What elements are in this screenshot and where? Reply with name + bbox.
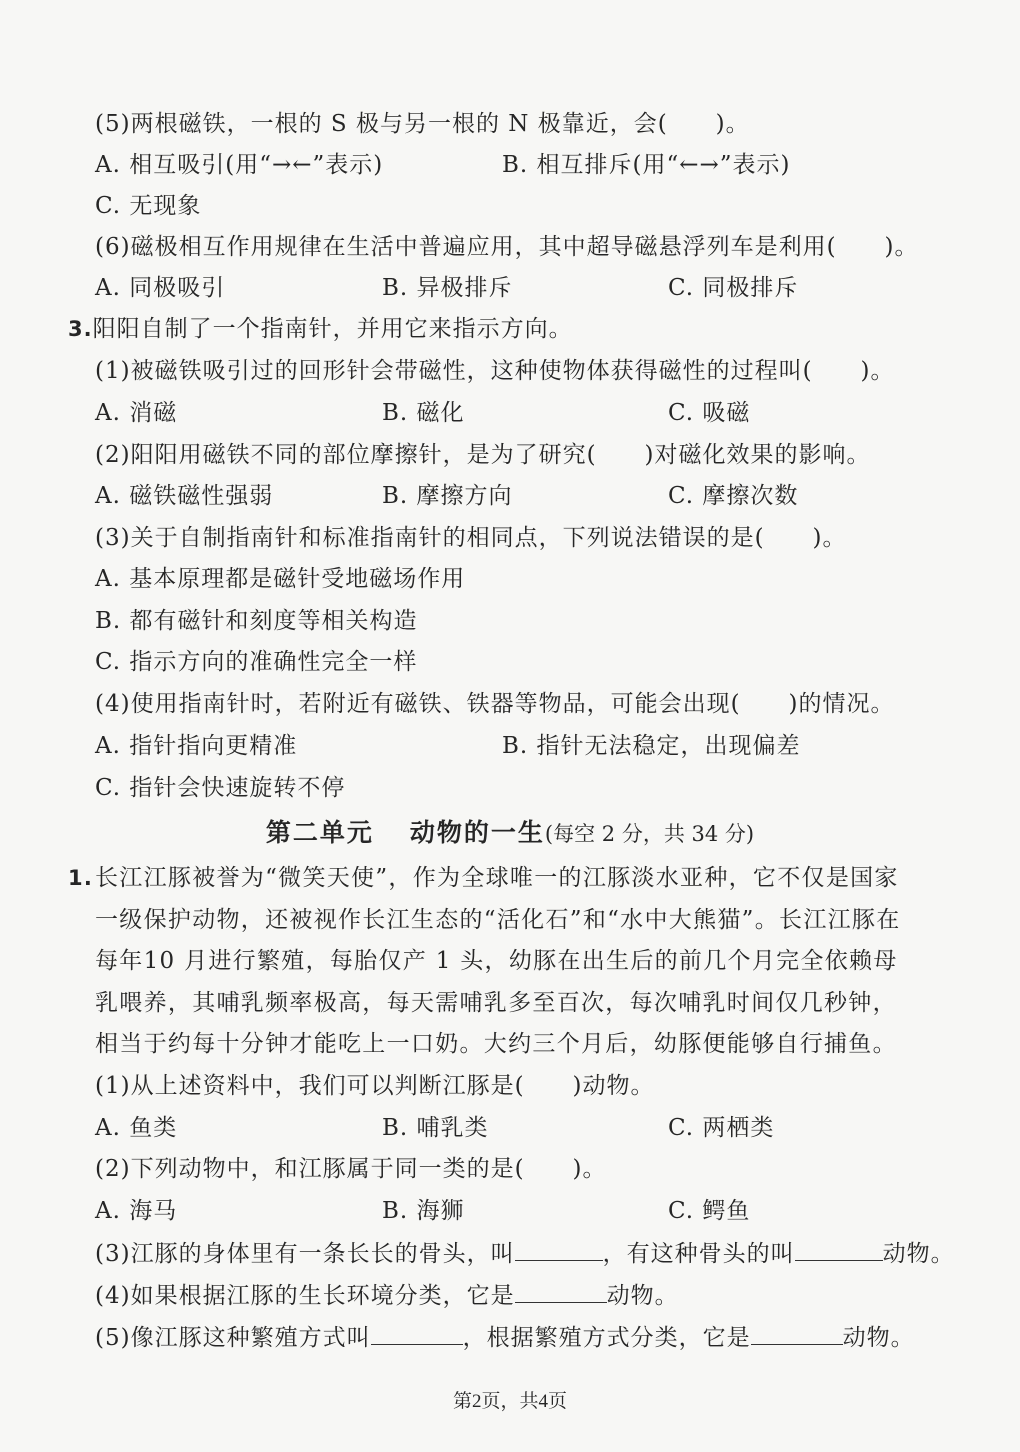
- u2-q1-sub1-stem: (1)从上述资料中，我们可以判断江豚是( )动物。: [95, 1073, 655, 1099]
- page-footer: 第2页，共4页: [452, 1391, 567, 1412]
- unit-2-question-1-passage: [68, 858, 903, 1066]
- question-6-option-c: C. 同极排斥: [668, 275, 799, 301]
- passage-text: 长江江豚被誉为“微笑天使”，作为全球唯一的江豚淡水亚种，它不仅是国家一级保护动物，还被视作长江生态的“活化石”和“水中大熊猫”。长江江豚在每年10 月进行繁殖，每胎仅产 1 头，幼豚在出生后的前几个月完全依赖母乳喂养，其哺乳频率极高，每天需哺乳多至百次，每次哺乳时间仅几秒钟，相当于约每十分钟才能吃上一口奶。大约三个月后，幼豚便能够自行捕鱼。: [95, 865, 901, 1057]
- q3-sub4-option-a: A. 指针指向更精准: [95, 733, 298, 759]
- q3-sub1-option-b: B. 磁化: [382, 400, 465, 426]
- unit-2-heading: [0, 816, 1020, 853]
- u2-q1-sub2-stem: (2)下列动物中，和江豚属于同一类的是( )。: [95, 1156, 607, 1182]
- question-3-number: 3.: [68, 317, 93, 341]
- q3-sub2-option-a: A. 磁铁磁性强弱: [95, 483, 274, 509]
- question-6-stem: (6)磁极相互作用规律在生活中普遍应用，其中超导磁悬浮列车是利用( )。: [95, 234, 919, 260]
- u2-q1-sub2-option-c: C. 鳄鱼: [668, 1198, 751, 1224]
- u2-q1-sub3-text-3: 动物。: [882, 1241, 955, 1267]
- unit-2-title: 第二单元: [265, 818, 374, 847]
- question-5-option-a: A. 相互吸引(用“→←”表示): [95, 152, 384, 178]
- u2-q1-sub1-option-a: A. 鱼类: [95, 1115, 178, 1141]
- u2-q1-sub3-text-2: ，有这种骨头的叫: [602, 1241, 795, 1267]
- u2-q1-sub5-text-3: 动物。: [842, 1325, 915, 1351]
- q3-sub4-stem: (4)使用指南针时，若附近有磁铁、铁器等物品，可能会出现( )的情况。: [95, 691, 895, 717]
- unit-2-subtitle: 动物的一生: [409, 818, 545, 847]
- q3-sub3-stem: (3)关于自制指南针和标准指南针的相同点，下列说法错误的是( )。: [95, 525, 847, 551]
- unit-2-score: (每空 2 分，共 34 分): [544, 822, 755, 846]
- u2-q1-sub1-option-b: B. 哺乳类: [382, 1115, 489, 1141]
- u2-q1-sub1-option-c: C. 两栖类: [668, 1115, 775, 1141]
- q3-sub1-option-a: A. 消磁: [95, 400, 178, 426]
- answer-blank[interactable]: [515, 1238, 603, 1261]
- q3-sub4-option-b: B. 指针无法稳定，出现偏差: [502, 733, 801, 759]
- question-6-option-a: A. 同极吸引: [95, 275, 226, 301]
- answer-blank[interactable]: [751, 1322, 843, 1345]
- u2-q1-sub2-option-a: A. 海马: [95, 1198, 178, 1224]
- question-5-stem: (5)两根磁铁，一根的 S 极与另一根的 N 极靠近，会( )。: [95, 111, 750, 137]
- answer-blank[interactable]: [371, 1322, 463, 1345]
- u2-q1-sub5-text-2: ，根据繁殖方式分类，它是: [462, 1325, 751, 1351]
- unit-2-question-1-number: 1.: [68, 866, 94, 890]
- q3-sub2-option-c: C. 摩擦次数: [668, 483, 799, 509]
- answer-blank[interactable]: [795, 1238, 883, 1261]
- u2-q1-sub4-text-2: 动物。: [606, 1283, 679, 1309]
- question-5-option-c: C. 无现象: [95, 193, 202, 219]
- question-5-option-b: B. 相互排斥(用“←→”表示): [502, 152, 791, 178]
- q3-sub3-option-a: A. 基本原理都是磁针受地磁场作用: [95, 566, 466, 592]
- q3-sub1-stem: (1)被磁铁吸引过的回形针会带磁性，这种使物体获得磁性的过程叫( )。: [95, 358, 895, 384]
- u2-q1-sub5: [95, 1322, 915, 1353]
- q3-sub1-option-c: C. 吸磁: [668, 400, 751, 426]
- u2-q1-sub4: [95, 1280, 679, 1311]
- u2-q1-sub3-text-1: (3)江豚的身体里有一条长长的骨头，叫: [95, 1241, 515, 1267]
- q3-sub2-stem: (2)阳阳用磁铁不同的部位摩擦针，是为了研究( )对磁化效果的影响。: [95, 442, 871, 468]
- question-6-option-b: B. 异极排斥: [382, 275, 513, 301]
- u2-q1-sub2-option-b: B. 海狮: [382, 1198, 465, 1224]
- q3-sub4-option-c: C. 指针会快速旋转不停: [95, 775, 346, 801]
- q3-sub2-option-b: B. 摩擦方向: [382, 483, 513, 509]
- u2-q1-sub3: [95, 1238, 955, 1269]
- question-3-header: [68, 314, 573, 344]
- u2-q1-sub5-text-1: (5)像江豚这种繁殖方式叫: [95, 1325, 371, 1351]
- question-3-intro: 阳阳自制了一个指南针，并用它来指示方向。: [92, 316, 573, 342]
- q3-sub3-option-c: C. 指示方向的准确性完全一样: [95, 649, 418, 675]
- q3-sub3-option-b: B. 都有磁针和刻度等相关构造: [95, 608, 418, 634]
- answer-blank[interactable]: [515, 1280, 607, 1303]
- u2-q1-sub4-text-1: (4)如果根据江豚的生长环境分类，它是: [95, 1283, 515, 1309]
